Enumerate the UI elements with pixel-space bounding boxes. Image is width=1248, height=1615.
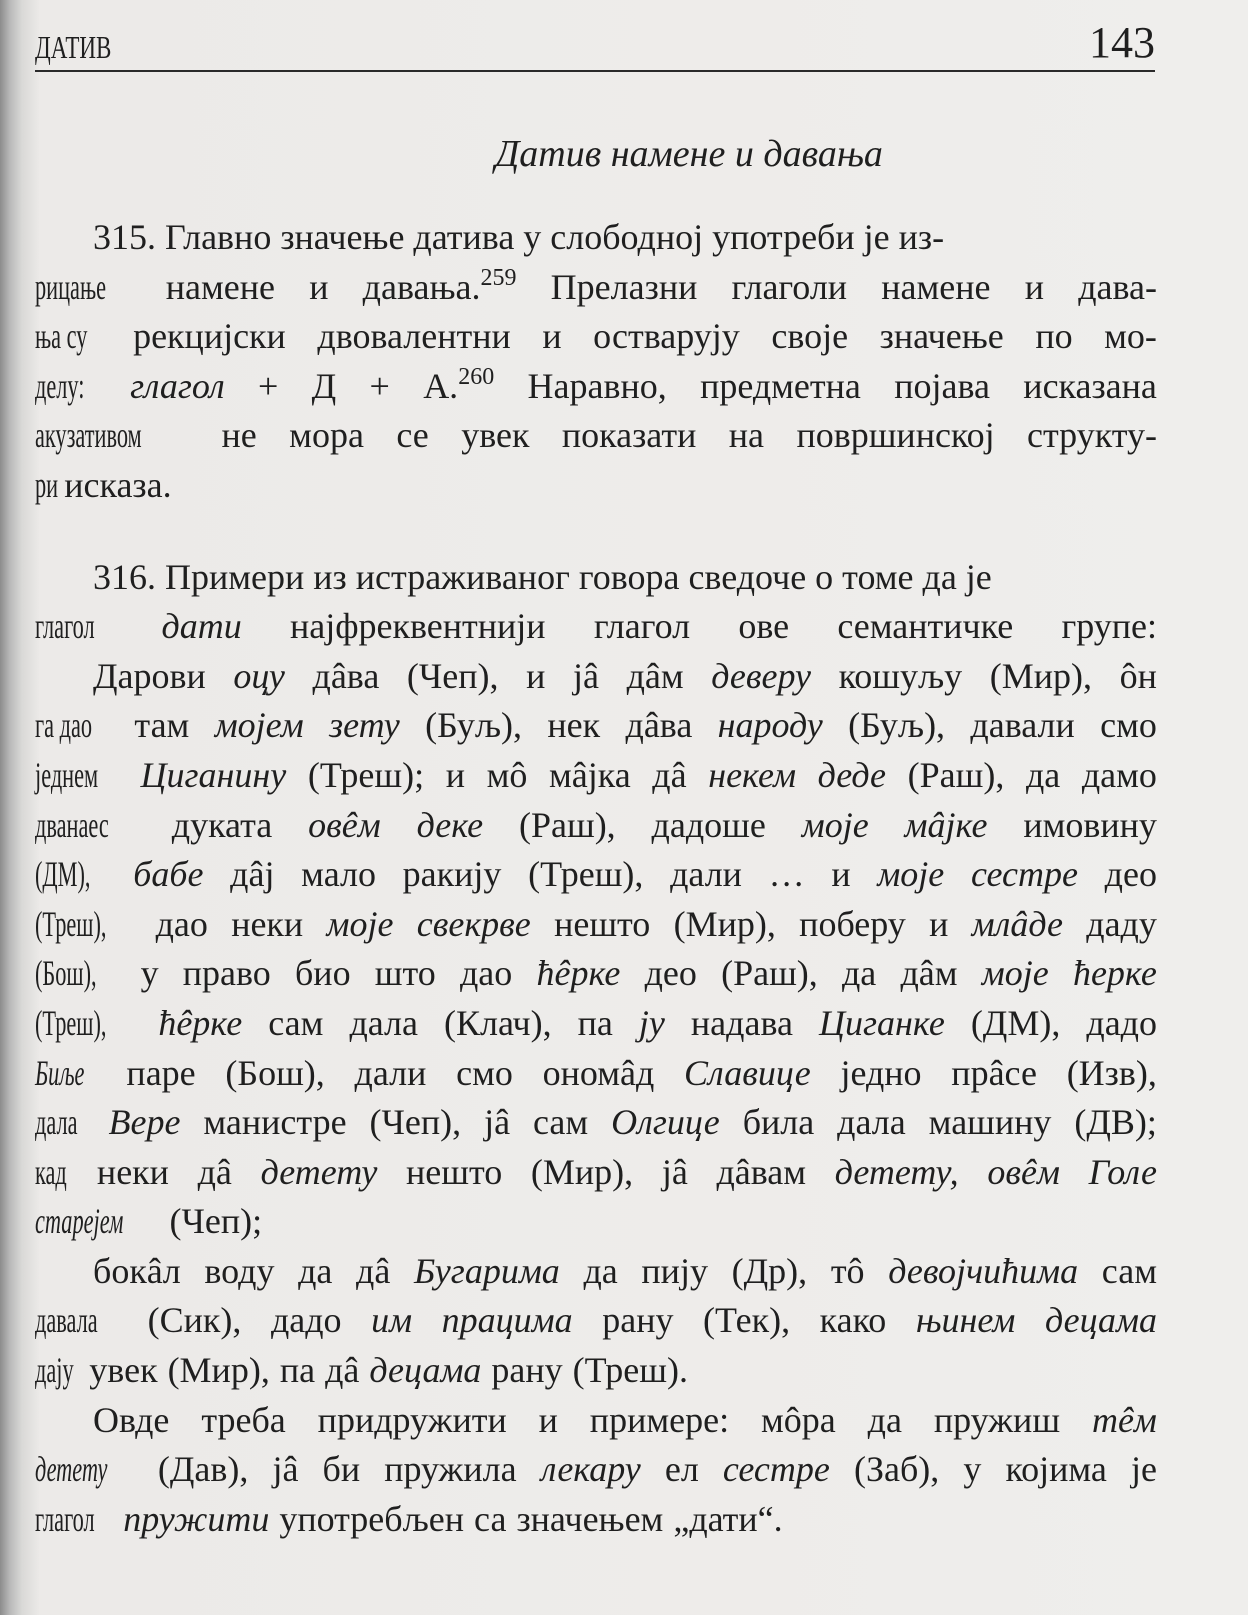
word: сестре (722, 1449, 830, 1490)
word: и (445, 754, 465, 795)
word: дâ (356, 1250, 391, 1291)
word: увек (89, 1350, 158, 1391)
text-line (35, 1445, 1157, 1495)
word: значењем (516, 1498, 664, 1539)
word: појава (894, 365, 990, 406)
word: пију (641, 1250, 708, 1291)
word: деверу (711, 655, 811, 696)
footnote-ref: 260 (458, 363, 495, 390)
word: сестре (971, 854, 1078, 895)
word: даду (1086, 903, 1157, 944)
word: дати (161, 606, 242, 647)
word: дâ (652, 754, 687, 795)
word: (ДМ), (970, 1002, 1061, 1043)
word: намене (881, 266, 991, 307)
word: да (1025, 754, 1061, 795)
word: (Мир), (989, 655, 1092, 696)
word: „дати“. (673, 1498, 783, 1539)
text-line (35, 461, 1157, 511)
word: на (728, 415, 765, 456)
word: сам (533, 1102, 589, 1143)
word: којима (1005, 1449, 1107, 1490)
word: да (867, 1399, 902, 1440)
word: смо (456, 1052, 513, 1093)
word: Славице (684, 1052, 811, 1093)
word: (Бош), (35, 953, 97, 994)
word: (Буљ), (848, 705, 946, 746)
word: групе: (1061, 606, 1157, 647)
word: ел (664, 1449, 699, 1490)
word: нешто (554, 903, 651, 944)
word: Дарови (93, 655, 206, 696)
word: 315. Главно значење датива у слободној употреби је из- (93, 217, 945, 257)
text-line (35, 801, 1157, 851)
word: дала (349, 1002, 418, 1043)
word: најфреквентнији (289, 606, 546, 647)
word: дуката (171, 804, 273, 845)
word: прâсе (951, 1052, 1037, 1093)
word: бокâл (93, 1250, 181, 1291)
word: машину (928, 1102, 1052, 1143)
page-header (35, 18, 1155, 72)
word: двовалентни (317, 316, 511, 357)
paragraph-gap (35, 511, 1157, 553)
word: дâвам (716, 1151, 807, 1192)
word: мора (289, 415, 364, 456)
word: оцу (233, 655, 285, 696)
word: га дао (35, 705, 93, 746)
word: (Клач), (444, 1002, 552, 1043)
word: дадоше (651, 804, 766, 845)
body-text (35, 213, 1157, 1544)
word: пружиш (933, 1399, 1061, 1440)
word: мâјке (904, 804, 988, 845)
word: била (742, 1102, 815, 1143)
text-line (35, 1148, 1157, 1198)
word: не (221, 415, 257, 456)
word: једнем (35, 754, 99, 795)
word: дадо (270, 1300, 342, 1341)
word: семантичке (837, 606, 1014, 647)
word: (Заб), (853, 1449, 940, 1490)
word: и (929, 903, 949, 944)
word: (Раш), (518, 804, 616, 845)
word: сам (1101, 1250, 1157, 1291)
word: Олгице (611, 1102, 720, 1143)
word: (Мир), (167, 1350, 270, 1391)
word: + (258, 365, 279, 406)
word: дадо (1086, 1002, 1157, 1043)
text-line (35, 1396, 1157, 1446)
word: пружила (384, 1449, 517, 1490)
word: воду (204, 1250, 275, 1291)
word: (Мир), (673, 903, 776, 944)
word: глагол (593, 606, 691, 647)
word: дâ (197, 1151, 232, 1192)
text-line (35, 1296, 1157, 1346)
word: лекару (540, 1449, 641, 1490)
word: зету (329, 705, 400, 746)
word: био (294, 953, 351, 994)
word: дванаес (35, 804, 109, 845)
word: (Треш), (35, 1002, 107, 1043)
word: (Треш), (528, 854, 644, 895)
word: и (538, 1399, 558, 1440)
word: јâ (484, 1102, 511, 1143)
page-number: 143 (1089, 18, 1155, 67)
text-line (35, 949, 1157, 999)
word: исказа. (64, 464, 172, 505)
word: предметна (700, 365, 861, 406)
word: и (831, 854, 851, 895)
word: Овде (93, 1399, 170, 1440)
word: пружити (123, 1498, 270, 1539)
section-title: Датив намене и давања (495, 133, 883, 175)
word: (ДМ), (35, 854, 91, 895)
footnote-ref: 259 (480, 264, 517, 291)
word: рекцијски (133, 316, 286, 357)
text-line (35, 900, 1157, 950)
word: значење (879, 316, 1004, 357)
word: у (140, 953, 159, 994)
word: глагол (35, 1498, 95, 1539)
word: дали (670, 854, 742, 895)
word: (Изв), (1066, 1052, 1157, 1093)
word: како (819, 1300, 887, 1341)
word: (Чеп), (406, 655, 499, 696)
word: рану (491, 1350, 563, 1391)
word: (Чеп); (169, 1201, 263, 1242)
word: (Чеп), (369, 1102, 462, 1143)
word: глаголи (731, 266, 848, 307)
text-line (35, 850, 1157, 900)
word: овêм (308, 804, 381, 845)
text-line (35, 999, 1157, 1049)
word: се (396, 415, 429, 456)
word-with-footnote (423, 362, 494, 412)
word: дâм (626, 655, 684, 696)
word: (Треш). (572, 1350, 688, 1391)
word: тô (830, 1250, 865, 1291)
word: придружити (317, 1399, 507, 1440)
word: деке (416, 804, 484, 845)
word: давала (35, 1300, 98, 1341)
word: ћêрке (536, 953, 621, 994)
word: рану (602, 1300, 674, 1341)
word: (Буљ), (425, 705, 523, 746)
word: па (577, 1002, 613, 1043)
word: по (1035, 316, 1073, 357)
word: мо- (1104, 316, 1157, 357)
word: показати (561, 415, 697, 456)
word: старејем (35, 1201, 124, 1242)
word: мô (486, 754, 528, 795)
word: поберу (799, 903, 906, 944)
word: акузативом (35, 415, 142, 456)
word: (Раш), (907, 754, 1005, 795)
word: детету (35, 1449, 108, 1490)
word: + (369, 365, 390, 406)
word: кошуљу (838, 655, 963, 696)
word: свекрве (416, 903, 531, 944)
word: 316. Примери из истраживаног говора сведоче о томе да је (93, 556, 992, 597)
word: дао (459, 953, 513, 994)
text-line (35, 1049, 1157, 1099)
word: у (963, 1449, 982, 1490)
word: глагол (130, 365, 225, 406)
word: ња су (35, 316, 88, 357)
word: мâјка (549, 754, 631, 795)
word: употребљен (279, 1498, 465, 1539)
word: децама (369, 1350, 482, 1391)
word: једно (840, 1052, 922, 1093)
word: дали (354, 1052, 427, 1093)
word: део (644, 953, 697, 994)
word: овêм (987, 1151, 1060, 1192)
word: Вере (108, 1102, 181, 1143)
word: увек (461, 415, 530, 456)
word: некем (708, 754, 797, 795)
word: дâј (230, 854, 275, 895)
word: (Треш), (35, 903, 107, 944)
word: да (583, 1250, 618, 1291)
word: надава (690, 1002, 793, 1043)
word: моје (326, 903, 394, 944)
word: намене (165, 266, 275, 307)
word: манистре (203, 1102, 347, 1143)
word: површинској (796, 415, 995, 456)
word: мало (301, 854, 376, 895)
word: и (542, 316, 562, 357)
text-line (35, 263, 1157, 313)
running-head: ДАТИВ (35, 29, 112, 65)
word: дамо (1081, 754, 1157, 795)
text-line (35, 213, 1157, 263)
word: дала (35, 1102, 78, 1143)
word: детету (260, 1151, 378, 1192)
word: делу: (35, 365, 85, 406)
word: смо (1100, 705, 1157, 746)
word: кад (35, 1151, 67, 1192)
word: (Тек), (703, 1300, 791, 1341)
word: треба (201, 1399, 286, 1440)
word: ри (35, 464, 59, 505)
word: што (374, 953, 436, 994)
word: дава- (1078, 266, 1157, 307)
word: Д (311, 365, 337, 406)
word: деде (817, 754, 887, 795)
word: ракију (402, 854, 502, 895)
word: неки (231, 903, 304, 944)
word: мôра (760, 1399, 836, 1440)
word: примере: (589, 1399, 730, 1440)
word: ономâд (542, 1052, 655, 1093)
text-line (35, 411, 1157, 461)
word: (Бош), (225, 1052, 325, 1093)
text-line (35, 751, 1157, 801)
word: (Треш); (307, 754, 425, 795)
word: тêм (1091, 1399, 1157, 1440)
word: је (1131, 1449, 1157, 1490)
word: (Сик), (147, 1300, 242, 1341)
word: исказана (1023, 365, 1157, 406)
text-line (35, 602, 1157, 652)
word: ћерке (1072, 953, 1157, 994)
word: девојчићима (888, 1250, 1079, 1291)
word: ју (638, 1002, 665, 1043)
word: да (298, 1250, 333, 1291)
word: рицање (35, 266, 107, 307)
word: (Мир), (530, 1151, 634, 1192)
word: имовину (1023, 804, 1157, 845)
word: им (371, 1300, 413, 1341)
word: дâва (312, 655, 380, 696)
word: неки (96, 1151, 169, 1192)
word: бабе (133, 854, 204, 895)
word: дâва (625, 705, 693, 746)
word: и (1024, 266, 1044, 307)
word: и (526, 655, 546, 696)
word: Биље (35, 1052, 85, 1093)
word: моје (981, 953, 1049, 994)
word: Голе (1088, 1151, 1157, 1192)
word: народу (717, 705, 823, 746)
word: сам (268, 1002, 324, 1043)
word: (ДВ); (1074, 1102, 1157, 1143)
text-line (35, 1197, 1157, 1247)
word-with-footnote (363, 263, 517, 313)
word: Прелазни (550, 266, 698, 307)
word: ове (738, 606, 790, 647)
word: јâ (272, 1449, 299, 1490)
word: моје (877, 854, 945, 895)
word: Циганину (140, 754, 287, 795)
word: моје (801, 804, 869, 845)
word: працима (441, 1300, 573, 1341)
word: Наравно, (527, 365, 667, 406)
word: млâде (971, 903, 1063, 944)
text-line (35, 553, 1157, 603)
text-line (35, 1346, 1157, 1396)
word: да (841, 953, 877, 994)
word: (Дав), (157, 1449, 249, 1490)
text-line (35, 362, 1157, 412)
text-line (35, 1247, 1157, 1297)
word: Циганке (818, 1002, 945, 1043)
word: мојем (214, 705, 304, 746)
word: дâм (900, 953, 958, 994)
word: … (768, 854, 805, 895)
word: дао (155, 903, 208, 944)
text-line (35, 701, 1157, 751)
word: би (322, 1449, 361, 1490)
word: (Др), (731, 1250, 808, 1291)
text-line (35, 312, 1157, 362)
word: део (1104, 854, 1157, 895)
text-line (35, 652, 1157, 702)
word: там (134, 705, 190, 746)
word: дâ (325, 1350, 360, 1391)
word: и (309, 266, 329, 307)
text-line (35, 1495, 1157, 1545)
word: структу- (1027, 415, 1157, 456)
word: нек (547, 705, 601, 746)
word: ћêрке (158, 1002, 243, 1043)
word: давали (970, 705, 1075, 746)
word: дају (35, 1350, 74, 1391)
word: детету, (834, 1151, 959, 1192)
word: своје (771, 316, 849, 357)
word: јâ (661, 1151, 688, 1192)
word: са (474, 1498, 507, 1539)
word: давања. (362, 266, 481, 307)
word: А. (423, 365, 459, 406)
word: нешто (405, 1151, 503, 1192)
text-line (35, 1098, 1157, 1148)
word: јâ (572, 655, 599, 696)
word: право (182, 953, 271, 994)
word: глагол (35, 606, 95, 647)
word: остварују (593, 316, 740, 357)
word: дала (837, 1102, 906, 1143)
word: Бугарима (414, 1250, 560, 1291)
word: децама (1044, 1300, 1157, 1341)
word: њинем (915, 1300, 1016, 1341)
word: паре (126, 1052, 196, 1093)
word: па (279, 1350, 316, 1391)
word: (Раш), (721, 953, 818, 994)
word: ôн (1119, 655, 1157, 696)
